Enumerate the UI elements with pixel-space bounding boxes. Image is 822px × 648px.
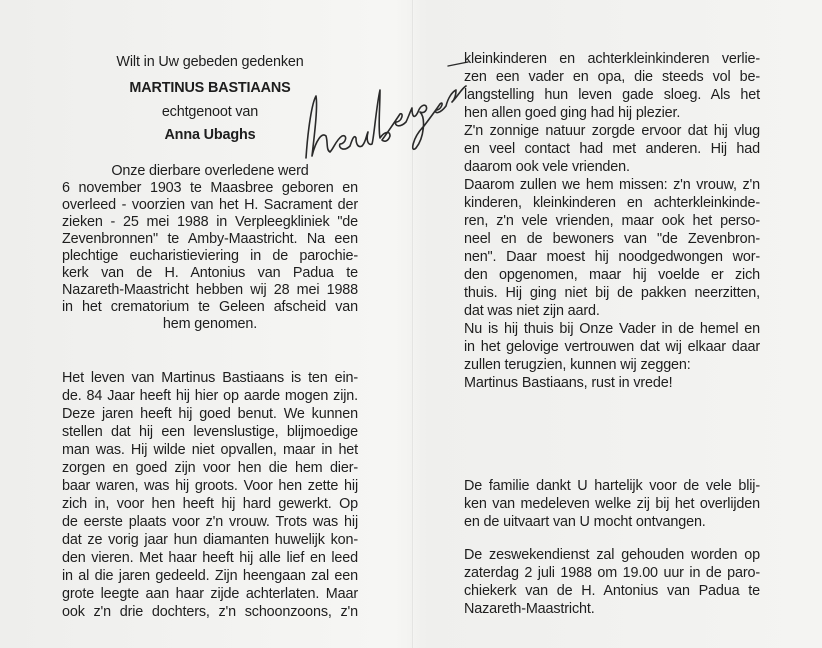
continuation-line: Martinus Bastiaans, rust in vrede!: [464, 375, 673, 391]
handwritten-note-drawing: [300, 48, 470, 163]
service-line: De zeswekendienst zal gehouden worden op: [464, 547, 760, 563]
life-line: de eerste plaats voor z'n vrouw. Trots was hij: [62, 514, 358, 530]
announcement-line: in het crematorium te Geleen afscheid van: [62, 299, 358, 315]
relation-line: echtgenoot van: [161, 104, 259, 120]
life-line: man was. Hij wilde niet opvallen, maar in het: [62, 442, 358, 458]
life-line: ook z'n drie dochters, z'n schoonzoons, z'n: [62, 604, 358, 620]
service-line: zaterdag 2 juli 1988 om 19.00 uur in de paro-: [464, 565, 760, 581]
continuation-line: neel en de bewoners van "de Zevenbron-: [464, 231, 760, 247]
continuation-line: nen". Daar moest hij noodgedwongen wor-: [464, 249, 760, 265]
announcement-line: overleed - voorzien van het H. Sacrament der: [62, 197, 358, 213]
continuation-line: kinderen, kleinkinderen en achterkleinkinde-: [464, 195, 760, 211]
continuation-line: en veel contact had met anderen. Hij had: [464, 141, 760, 157]
continuation-line: Daarom zullen we hem missen: z'n vrouw, z'n: [464, 177, 760, 193]
announcement-line: zieken - 25 mei 1988 in Verpleegkliniek "de: [62, 214, 358, 230]
continuation-line: langstelling hun leven gade sloeg. Als het: [464, 87, 760, 103]
life-line: grote leegte aan haar zijde achterlaten. Maar: [62, 586, 358, 602]
continuation-line: ren, z'n vele vrienden, maar ook het perso-: [464, 213, 760, 229]
thanks-line: De familie dankt U hartelijk voor de vele blij-: [464, 478, 760, 494]
announcement-line: Nazareth-Maastricht hebben wij 28 mei 1988: [62, 282, 358, 298]
life-line: zorgen en goed zijn voor hen die hem dier-: [62, 460, 358, 476]
life-line: in al die jaren gedeeld. Zijn heengaan zal een: [62, 568, 358, 584]
announcement-line: hem genomen.: [162, 316, 258, 332]
life-line: dat ze vorig jaar hun diamanten huwelijk kon-: [62, 532, 358, 548]
announcement-line: Onze dierbare overledene werd: [111, 163, 309, 179]
life-line: Deze jaren heeft hij goed benut. We kunnen: [62, 406, 358, 422]
life-line: Het leven van Martinus Bastiaans is ten ein-: [62, 370, 358, 386]
announcement-line: plechtige eucharistieviering in de parochie-: [62, 248, 358, 264]
intro-line: Wilt in Uw gebeden gedenken: [116, 54, 304, 70]
service-line: Nazareth-Maastricht.: [464, 601, 595, 617]
continuation-line: Z'n zonnige natuur zorgde ervoor dat hij vlug: [464, 123, 760, 139]
life-line: stellen dat hij een levenslustige, blijmoedige: [62, 424, 358, 440]
handwritten-note: [300, 48, 470, 163]
life-line: baar waren, was hij groots. Voor hen zette hij: [62, 478, 358, 494]
announcement-line: Zevenbronnen" te Amby-Maastricht. Na een: [62, 231, 358, 247]
deceased-name: MARTINUS BASTIAANS: [129, 80, 291, 96]
continuation-line: thuis. Hij ging niet bij de pakken neerzitten,: [464, 285, 760, 301]
continuation-line: kleinkinderen en achterkleinkinderen verlie-: [464, 51, 760, 67]
service-line: chiekerk van de H. Antonius van Padua te: [464, 583, 760, 599]
continuation-line: Nu is hij thuis bij Onze Vader in de hemel en: [464, 321, 760, 337]
continuation-line: dat was niet zijn aard.: [464, 303, 600, 319]
life-line: zich in, voor hen heeft hij hard gewerkt. Op: [62, 496, 358, 512]
announcement-line: kerk van de H. Antonius van Padua te: [62, 265, 358, 281]
life-line: de. 84 Jaar heeft hij hier op aarde mogen zijn.: [62, 388, 358, 404]
thanks-line: ken van medeleven welke zij bij het overlijden: [464, 496, 760, 512]
continuation-line: zullen terugzien, kunnen wij zeggen:: [464, 357, 691, 373]
continuation-line: hen allen goed ging had hij plezier.: [464, 105, 681, 121]
announcement-line: 6 november 1903 te Maasbree geboren en: [62, 180, 358, 196]
continuation-line: daarom ook vele vrienden.: [464, 159, 630, 175]
continuation-line: den opgenomen, maar hij voelde er zich: [464, 267, 760, 283]
continuation-line: zen een vader en opa, die steeds vol be-: [464, 69, 760, 85]
spouse-name: Anna Ubaghs: [164, 127, 256, 143]
continuation-line: in het gelovige vertrouwen dat wij elkaar daar: [464, 339, 760, 355]
life-line: den vieren. Met haar heeft hij alle lief en leed: [62, 550, 358, 566]
thanks-line: en de uitvaart van U mocht ontvangen.: [464, 514, 706, 530]
